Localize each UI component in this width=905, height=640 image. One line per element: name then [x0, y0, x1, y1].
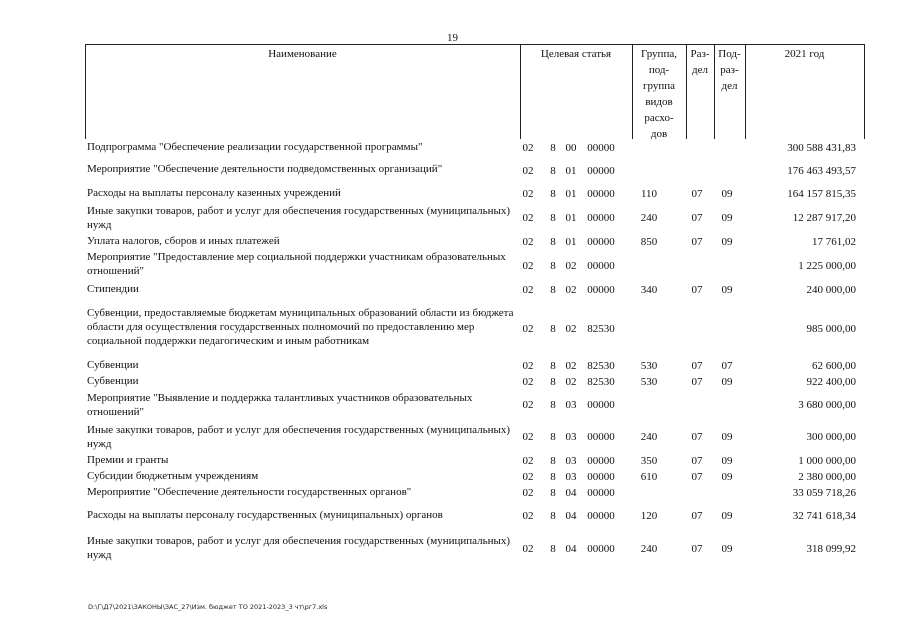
- row-code-g: 340: [640, 284, 658, 296]
- row-code-b: 8: [550, 543, 556, 555]
- row-code-c: 03: [565, 399, 577, 411]
- row-code-a: 02: [522, 260, 534, 272]
- row-code-c: 02: [565, 323, 577, 335]
- row-code-a: 02: [522, 188, 534, 200]
- row-code-c: 01: [565, 212, 577, 224]
- table-row: [85, 140, 864, 156]
- row-amount: 985 000,00: [806, 323, 856, 335]
- row-code-a: 02: [522, 471, 534, 483]
- row-code-d: 00000: [587, 260, 615, 272]
- table-row: [85, 234, 864, 250]
- row-code-ss: 09: [721, 376, 733, 388]
- row-amount: 17 761,02: [812, 236, 856, 248]
- row-code-s: 07: [691, 284, 703, 296]
- row-code-a: 02: [522, 455, 534, 467]
- row-code-g: 110: [640, 188, 658, 200]
- row-amount: 62 600,00: [812, 360, 856, 372]
- table-row: [85, 508, 864, 524]
- row-code-c: 01: [565, 188, 577, 200]
- row-code-c: 03: [565, 471, 577, 483]
- row-code-a: 02: [522, 487, 534, 499]
- row-name: Расходы на выплаты персоналу казенных учреждений: [87, 187, 341, 199]
- row-code-a: 02: [522, 142, 534, 154]
- row-code-b: 8: [550, 376, 556, 388]
- row-amount: 318 099,92: [806, 543, 856, 555]
- table-row: [85, 391, 864, 419]
- row-code-ss: 09: [721, 543, 733, 555]
- row-code-b: 8: [550, 284, 556, 296]
- row-name: Иные закупки товаров, работ и услуг для обеспечения государственных (муниципальных) нужд: [87, 535, 511, 561]
- row-code-d: 00000: [587, 510, 615, 522]
- row-code-d: 00000: [587, 399, 615, 411]
- row-code-c: 03: [565, 455, 577, 467]
- row-code-g: 240: [640, 543, 658, 555]
- row-code-s: 07: [691, 510, 703, 522]
- row-amount: 2 380 000,00: [798, 471, 856, 483]
- row-name: Мероприятие "Обеспечение деятельности государственных органов": [87, 486, 412, 498]
- row-name: Субвенции: [87, 375, 139, 387]
- row-code-c: 04: [565, 487, 577, 499]
- row-name: Иные закупки товаров, работ и услуг для обеспечения государственных (муниципальных) нужд: [87, 424, 511, 450]
- row-code-s: 07: [691, 236, 703, 248]
- row-code-c: 02: [565, 376, 577, 388]
- row-code-c: 04: [565, 510, 577, 522]
- table-row: [85, 358, 864, 374]
- row-amount: 1 225 000,00: [798, 260, 856, 272]
- row-name: Расходы на выплаты персоналу государственных (муниципальных) органов: [87, 509, 443, 521]
- row-amount: 32 741 618,34: [792, 510, 856, 522]
- row-code-d: 00000: [587, 236, 615, 248]
- row-code-g: 240: [640, 431, 658, 443]
- table-row: [85, 453, 864, 469]
- row-code-d: 00000: [587, 284, 615, 296]
- row-code-a: 02: [522, 376, 534, 388]
- row-code-a: 02: [522, 510, 534, 522]
- header-year: 2021 год: [784, 48, 825, 60]
- row-name: Иные закупки товаров, работ и услуг для обеспечения государственных (муниципальных) нужд: [87, 205, 511, 231]
- row-amount: 300 000,00: [806, 431, 856, 443]
- row-code-d: 82530: [587, 360, 615, 372]
- row-code-s: 07: [691, 188, 703, 200]
- row-amount: 1 000 000,00: [798, 455, 856, 467]
- row-code-c: 02: [565, 284, 577, 296]
- row-code-g: 530: [640, 360, 658, 372]
- row-code-ss: 09: [721, 236, 733, 248]
- table-row: [85, 186, 864, 202]
- header-section: Раз- дел: [690, 48, 710, 76]
- row-code-ss: 07: [721, 360, 733, 372]
- row-code-d: 00000: [587, 142, 615, 154]
- row-code-c: 00: [565, 142, 577, 154]
- row-code-ss: 09: [721, 455, 733, 467]
- row-name: Мероприятие "Выявление и поддержка талантливых участников образовательных отношений": [87, 392, 473, 418]
- row-amount: 176 463 493,57: [787, 165, 856, 177]
- table-row: [85, 282, 864, 298]
- row-code-c: 02: [565, 360, 577, 372]
- row-amount: 240 000,00: [806, 284, 856, 296]
- row-code-ss: 09: [721, 510, 733, 522]
- row-code-d: 00000: [587, 431, 615, 443]
- row-amount: 3 680 000,00: [798, 399, 856, 411]
- row-code-s: 07: [691, 212, 703, 224]
- row-code-s: 07: [691, 455, 703, 467]
- header-name: Наименование: [268, 48, 337, 60]
- row-code-a: 02: [522, 543, 534, 555]
- row-code-s: 07: [691, 471, 703, 483]
- row-name: Уплата налогов, сборов и иных платежей: [87, 235, 280, 247]
- col-divider: [864, 44, 865, 139]
- row-code-s: 07: [691, 376, 703, 388]
- row-code-b: 8: [550, 323, 556, 335]
- row-code-c: 02: [565, 260, 577, 272]
- row-amount: 33 059 718,26: [792, 487, 856, 499]
- row-code-b: 8: [550, 360, 556, 372]
- row-code-ss: 09: [721, 284, 733, 296]
- row-amount: 164 157 815,35: [787, 188, 856, 200]
- row-code-a: 02: [522, 323, 534, 335]
- row-code-ss: 09: [721, 471, 733, 483]
- header-group: Группа, под- группа видов расхо- дов: [641, 48, 677, 140]
- row-code-d: 82530: [587, 376, 615, 388]
- row-code-s: 07: [691, 543, 703, 555]
- row-code-c: 03: [565, 431, 577, 443]
- row-amount: 300 588 431,83: [787, 142, 856, 154]
- row-code-d: 00000: [587, 455, 615, 467]
- header-target: Целевая статья: [540, 48, 612, 60]
- row-code-a: 02: [522, 236, 534, 248]
- row-name: Субсидии бюджетным учреждениям: [87, 470, 259, 482]
- row-name: Мероприятие "Обеспечение деятельности подведомственных организаций": [87, 163, 443, 175]
- row-code-g: 120: [640, 510, 658, 522]
- table-row: [85, 469, 864, 485]
- table-row: [85, 306, 864, 352]
- row-code-a: 02: [522, 212, 534, 224]
- row-name: Субвенции: [87, 359, 139, 371]
- row-code-a: 02: [522, 399, 534, 411]
- row-code-b: 8: [550, 212, 556, 224]
- row-code-d: 00000: [587, 487, 615, 499]
- row-name: Подпрограмма "Обеспечение реализации государственной программы": [87, 141, 423, 153]
- row-code-g: 350: [640, 455, 658, 467]
- table-row: [85, 162, 864, 180]
- row-code-ss: 09: [721, 188, 733, 200]
- table-row: [85, 534, 864, 564]
- row-code-s: 07: [691, 431, 703, 443]
- row-code-ss: 09: [721, 212, 733, 224]
- row-name: Мероприятие "Предоставление мер социальной поддержки участникам образовательных отношений": [87, 251, 506, 277]
- row-code-s: 07: [691, 360, 703, 372]
- row-code-g: 530: [640, 376, 658, 388]
- row-code-d: 00000: [587, 212, 615, 224]
- row-code-b: 8: [550, 487, 556, 499]
- row-code-a: 02: [522, 360, 534, 372]
- row-code-b: 8: [550, 142, 556, 154]
- row-code-g: 240: [640, 212, 658, 224]
- row-code-d: 82530: [587, 323, 615, 335]
- row-code-d: 00000: [587, 188, 615, 200]
- row-amount: 922 400,00: [806, 376, 856, 388]
- table-row: [85, 204, 864, 232]
- file-path-footer: D:\Г\Д7\2021\ЗАКОНЫ\ЗАС_27\Изм. бюджет ТО 2021-2023_3 чт\рг7.xls: [88, 603, 328, 611]
- row-code-c: 01: [565, 165, 577, 177]
- row-code-ss: 09: [721, 431, 733, 443]
- row-name: Премии и гранты: [87, 454, 169, 466]
- row-code-g: 610: [640, 471, 658, 483]
- row-code-g: 850: [640, 236, 658, 248]
- row-code-c: 01: [565, 236, 577, 248]
- row-code-d: 00000: [587, 543, 615, 555]
- row-code-b: 8: [550, 236, 556, 248]
- row-code-a: 02: [522, 284, 534, 296]
- table-top-border: [85, 44, 864, 45]
- row-name: Субвенции, предоставляемые бюджетам муниципальных образований области из бюджета области для осуществления государственных полномочий по предоставлению мер социальной поддержки педагогическим и иным работникам: [87, 307, 514, 347]
- header-subsection: Под- раз- дел: [718, 48, 741, 92]
- row-code-d: 00000: [587, 471, 615, 483]
- row-code-d: 00000: [587, 165, 615, 177]
- row-code-b: 8: [550, 165, 556, 177]
- table-row: [85, 374, 864, 390]
- row-code-b: 8: [550, 510, 556, 522]
- row-code-a: 02: [522, 165, 534, 177]
- page-number: 19: [447, 32, 458, 44]
- row-code-b: 8: [550, 455, 556, 467]
- table-row: [85, 423, 864, 451]
- table-row: [85, 250, 864, 282]
- table-row: [85, 485, 864, 501]
- row-code-b: 8: [550, 260, 556, 272]
- row-name: Стипендии: [87, 283, 139, 295]
- row-code-b: 8: [550, 471, 556, 483]
- row-code-c: 04: [565, 543, 577, 555]
- row-amount: 12 287 917,20: [792, 212, 856, 224]
- row-code-b: 8: [550, 431, 556, 443]
- row-code-b: 8: [550, 188, 556, 200]
- row-code-a: 02: [522, 431, 534, 443]
- row-code-b: 8: [550, 399, 556, 411]
